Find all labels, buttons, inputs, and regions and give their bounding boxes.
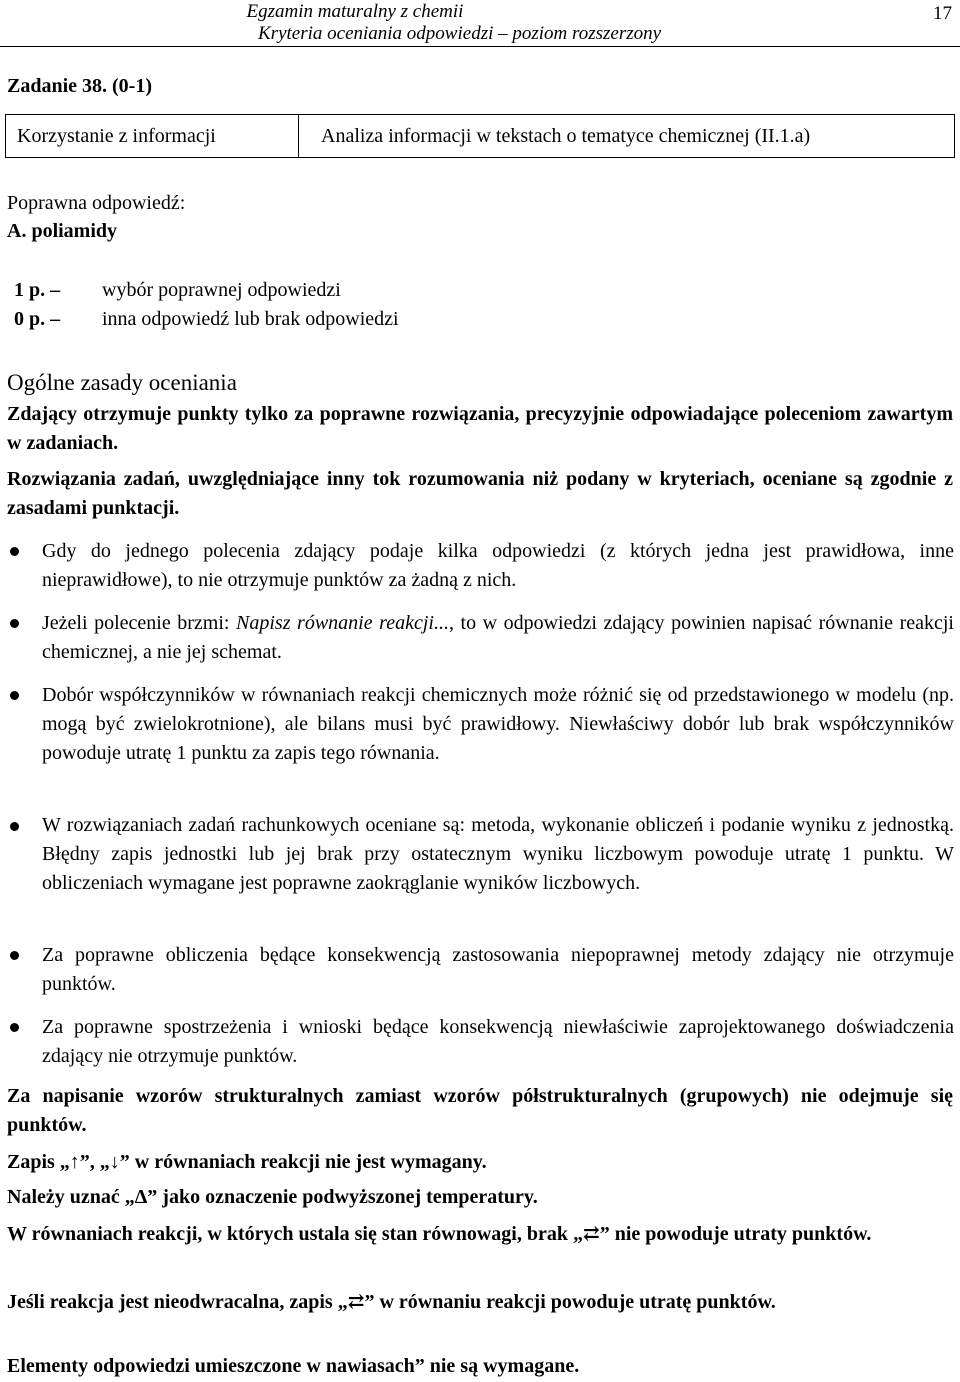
rule-bullet-6: Za poprawne spostrzeżenia i wnioski będące konsekwencją niewłaściwie zaprojektowanego doświadczenia zdający nie otrzymuje punktów. [42,1016,954,1067]
closing-rule-3: Należy uznać „Δ” jako oznaczenie podwyższonej temperatury. [7,1186,538,1208]
rule-bullet-5: Za poprawne obliczenia będące konsekwencją zastosowania niepoprawnej metody zdający nie otrzymuje punktów. [42,944,954,995]
page-number: 17 [933,3,952,24]
rule-bullet-2-rest: , to w odpowiedzi zdający powinien napisać równanie reakcji chemicznej, a nie jej schemat. [42,612,954,663]
task-title: Zadanie 38. (0-1) [7,75,152,97]
rule-bullet-4: W rozwiązaniach zadań rachunkowych oceniane są: metoda, wykonanie obliczeń i podanie wyniku z jednostką. Błędny zapis jednostki lub jej brak przy ostatecznym wyniku liczbowym powoduje utratę 1 punktu. W obliczeniach wymagane jest poprawne zaokrąglanie wyników liczbowych. [42,814,954,894]
rule-bullet-2-italic: Napisz równanie reakcji... [236,612,449,634]
rule-bullet-2-lead: Jeżeli polecenie brzmi: [42,612,237,634]
closing-rule-2: Zapis „↑”, „↓” w równaniach reakcji nie jest wymagany. [7,1151,487,1173]
page-header [0,0,960,46]
scoring-description: inna odpowiedź lub brak odpowiedzi [102,308,399,330]
rules-intro-2: Rozwiązania zadań, uwzględniające inny tok rozumowania niż podany w kryteriach, oceniane są zgodnie z zasadami punktacji. [7,468,953,519]
scoring-row [14,305,399,334]
scoring-description: wybór poprawnej odpowiedzi [102,279,341,301]
rules-intro-1: Zdający otrzymuje punkty tylko za poprawne rozwiązania, precyzyjnie odpowiadające poleceniom zawartym w zadaniach. [7,403,953,454]
bullet-icon [10,619,19,628]
scoring-points: 0 p. – [14,308,61,330]
scoring-points: 1 p. – [14,279,61,301]
header-exam-title: Egzamin maturalny z chemii [246,1,464,22]
answer-value: A. poliamidy [7,220,118,242]
rule-bullet-2 [42,609,954,667]
rule-bullet-1: Gdy do jednego polecenia zdający podaje kilka odpowiedzi (z których jedna jest prawidłowa, inne nieprawidłowe), to nie otrzymuje punktów za żadną z nich. [42,540,954,591]
scoring-row [14,276,341,305]
closing-rule-1: Za napisanie wzorów strukturalnych zamiast wzorów półstrukturalnych (grupowych) nie odejmuje się punktów. [7,1085,953,1136]
requirements-table [5,114,955,158]
bullet-icon [10,1023,19,1032]
bullet-icon [10,951,19,960]
answer-label: Poprawna odpowiedź: [7,192,186,214]
closing-rule-5: Jeśli reakcja jest nieodwracalna, zapis „⇄” w równaniu reakcji powoduje utratę punktów. [7,1291,776,1313]
closing-rule-6: Elementy odpowiedzi umieszczone w nawiasach” nie są wymagane. [7,1355,580,1377]
bullet-icon [10,547,19,556]
header-subtitle: Kryteria oceniania odpowiedzi – poziom rozszerzony [258,23,662,44]
requirement-general: Korzystanie z informacji [6,115,299,157]
requirement-detail: Analiza informacji w tekstach o tematyce chemicznej (II.1.a) [321,125,811,147]
bullet-icon [10,691,19,700]
bullet-icon [10,822,19,831]
closing-rule-4: W równaniach reakcji, w których ustala się stan równowagi, brak „⇄” nie powoduje utraty punktów. [7,1223,872,1245]
section-heading: Ogólne zasady oceniania [7,370,237,395]
rule-bullet-3: Dobór współczynników w równaniach reakcji chemicznych może różnić się od przedstawionego w modelu (np. mogą być zwielokrotnione), ale bilans musi być prawidłowy. Niewłaściwy dobór lub brak współczynników powoduje utratę 1 punktu za zapis tego równania. [42,684,954,764]
header-divider [0,46,960,47]
